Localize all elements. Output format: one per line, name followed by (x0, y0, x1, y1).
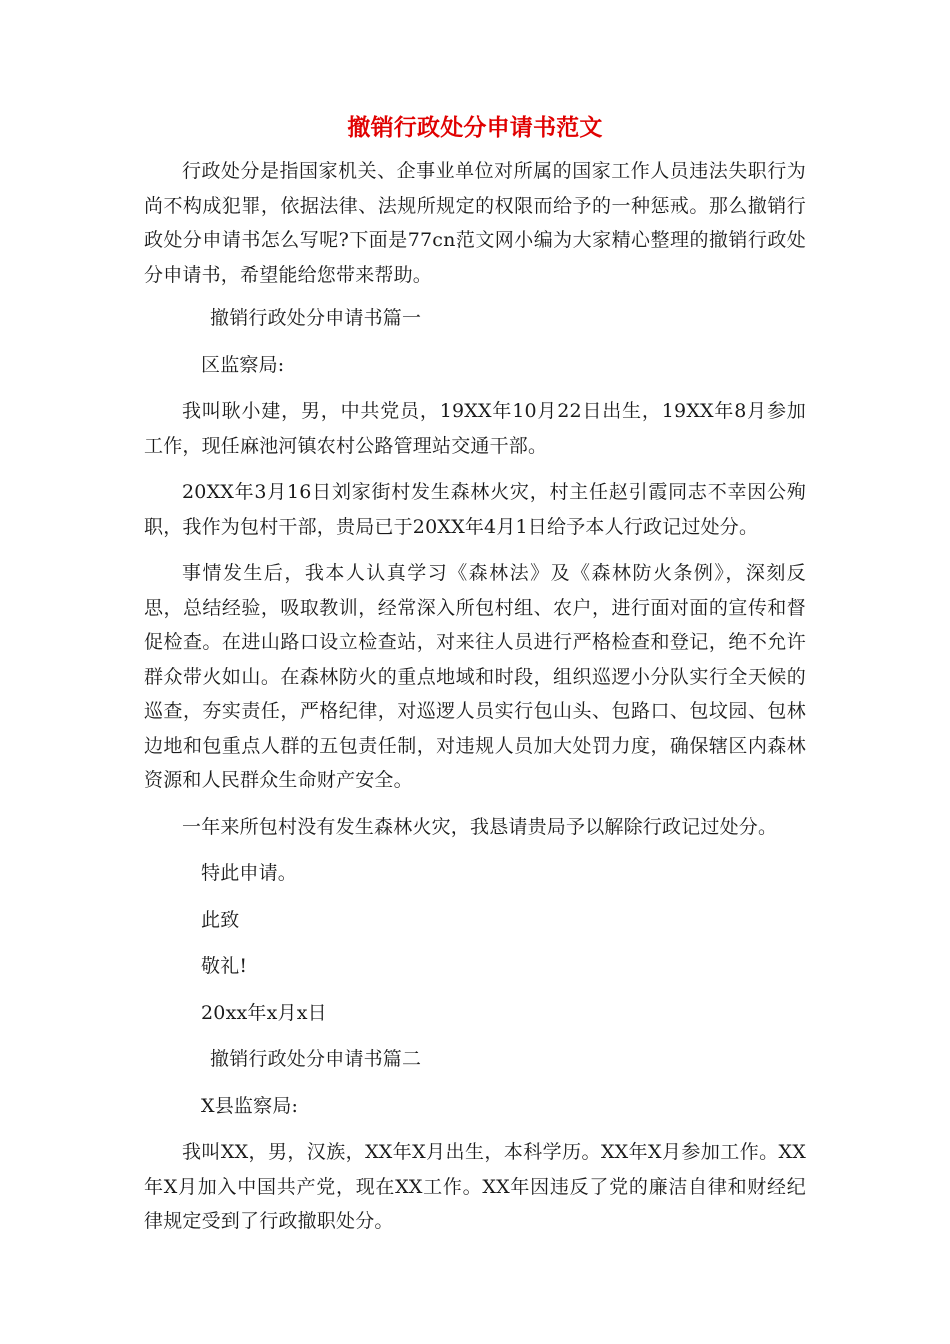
section1-paragraph: 事情发生后，我本人认真学习《森林法》及《森林防火条例》，深刻反思，总结经验，吸取教训，经常深入所包村组、农户，进行面对面的宣传和督促检查。在进山路口设立检查站，对来往人员进行严格检查和登记，绝不允许群众带火如山。在森林防火的重点地域和时段，组织巡逻小分队实行全天候的巡查，夯实责任，严格纪律，对巡逻人员实行包山头、包路口、包坟园、包林边地和包重点人群的五包责任制，对违规人员加大处罚力度，确保辖区内森林资源和人民群众生命财产安全。 (144, 562, 806, 791)
section2-heading: 撤销行政处分申请书篇二 (210, 1048, 422, 1070)
section2-paragraph: 我叫XX，男，汉族，XX年X月出生，本科学历。XX年X月参加工作。XX年X月加入中国共产党，现在XX工作。XX年因违反了党的廉洁自律和财经纪律规定受到了行政撤职处分。 (144, 1141, 806, 1232)
intro-paragraph: 行政处分是指国家机关、企事业单位对所属的国家工作人员违法失职行为尚不构成犯罪，依据法律、法规所规定的权限而给予的一种惩戒。那么撤销行政处分申请书怎么写呢?下面是77cn范文网小编为大家精心整理的撤销行政处分申请书，希望能给您带来帮助。 (144, 160, 806, 286)
section1-heading: 撤销行政处分申请书篇一 (210, 307, 422, 329)
document-body (144, 112, 806, 1239)
section2-salutation: X县监察局: (201, 1094, 299, 1117)
section1-paragraph: 我叫耿小建，男，中共党员，19XX年10月22日出生，19XX年8月参加工作，现任麻池河镇农村公路管理站交通干部。 (144, 400, 806, 457)
section1-paragraph: 20XX年3月16日刘家街村发生森林火灾，村主任赵引霞同志不幸因公殉职，我作为包村干部，贵局已于20XX年4月1日给予本人行政记过处分。 (144, 481, 806, 538)
section1-salutation: 区监察局: (201, 353, 285, 376)
closing-salute: 此致 (201, 908, 240, 931)
closing-respect: 敬礼! (201, 955, 248, 977)
document-date: 20xx年x月x日 (201, 1001, 327, 1024)
section1-paragraph: 一年来所包村没有发生森林火灾，我恳请贵局予以解除行政记过处分。 (182, 815, 778, 838)
document-title: 撤销行政处分申请书范文 (347, 115, 603, 141)
closing-statement: 特此申请。 (201, 862, 298, 884)
